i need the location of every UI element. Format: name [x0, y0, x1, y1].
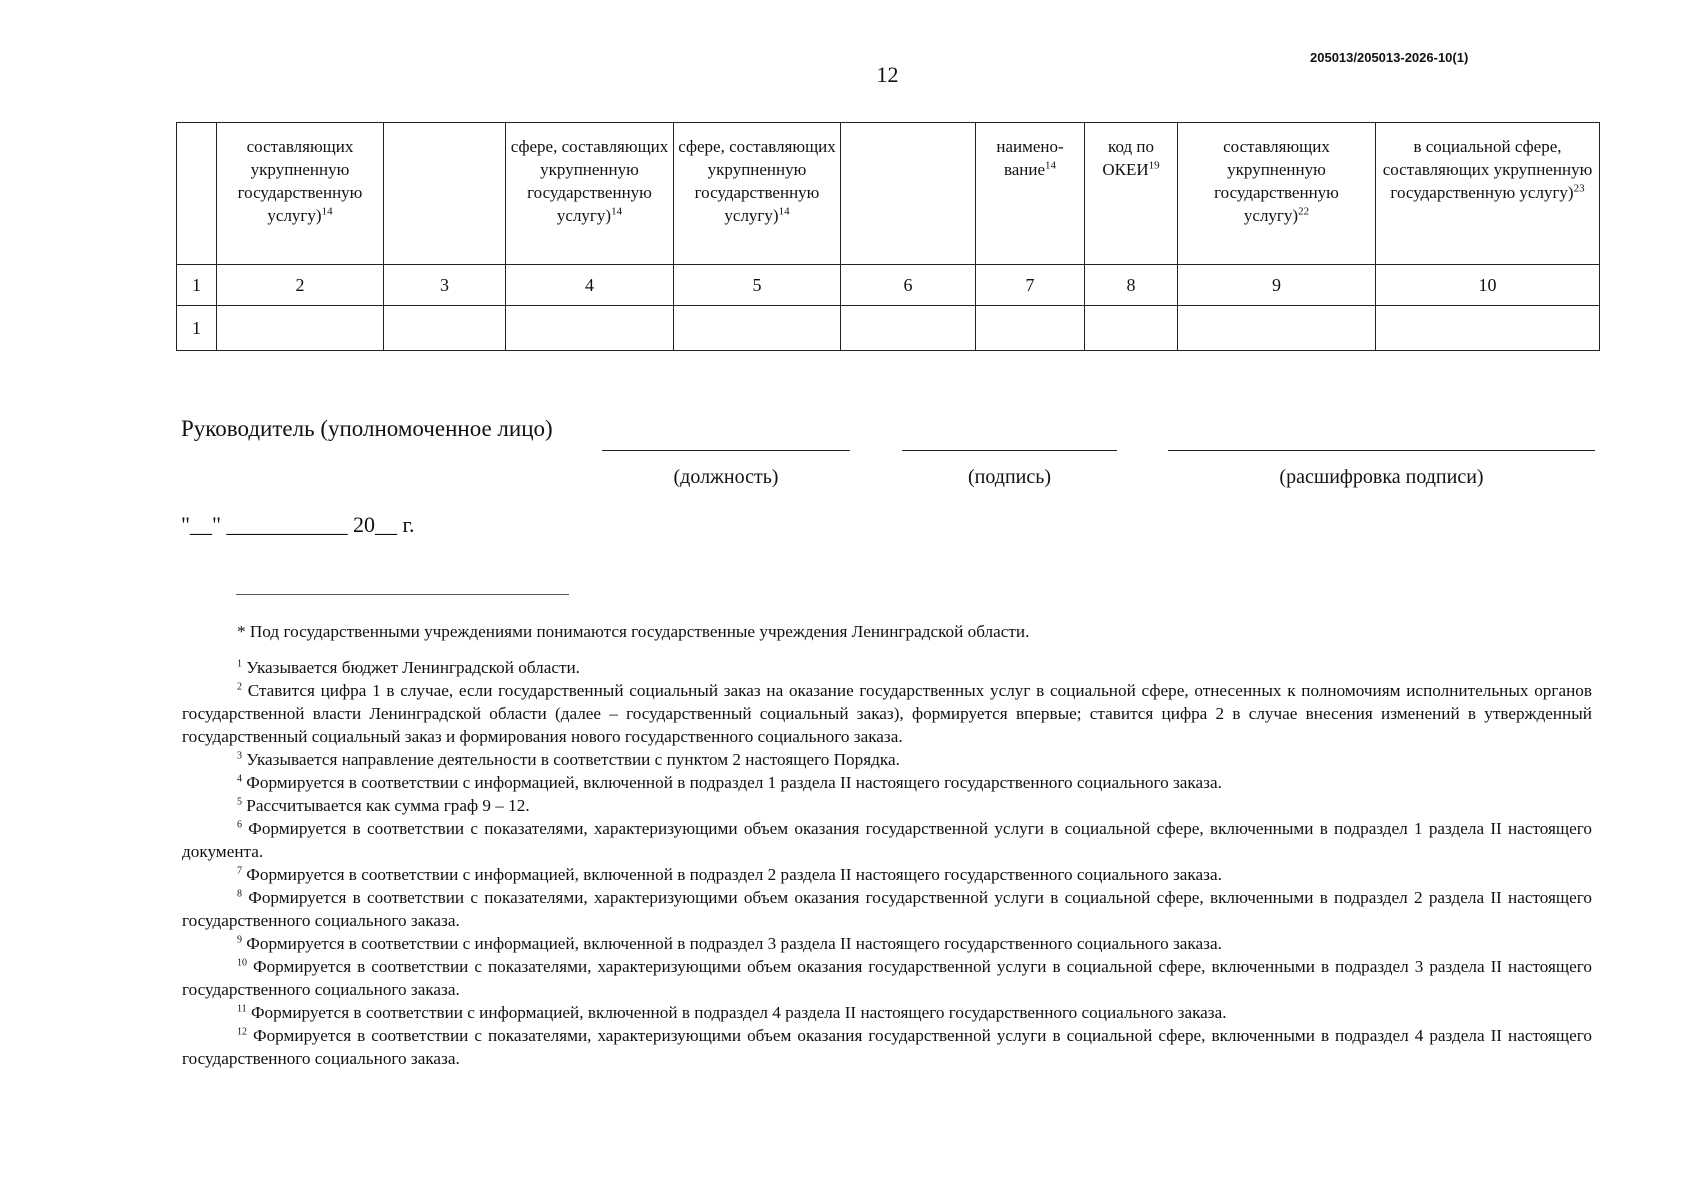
column-number-cell: 7 [976, 265, 1085, 306]
data-cell [1178, 306, 1376, 351]
position-caption: (должность) [673, 466, 779, 488]
header-cell: сфере, составляющих укрупненную государственную услугу)$^{14}$ [506, 123, 674, 265]
footnote-star: * Под государственными учреждениями понимаются государственные учреждения Ленинградской области. [237, 622, 1030, 641]
header-cell: в социальной сфере, составляющих укрупненную государственную услугу)$^{23}$ [1376, 123, 1600, 265]
footnote: $^{10}$ Формируется в соответствии с показателями, характеризующими объем оказания государственной услуги в социальной сфере, включенными в подраздел 3 раздела II настоящего государственного социального заказа. [182, 957, 1592, 999]
data-cell [217, 306, 384, 351]
footnote-separator [236, 594, 569, 595]
document-code: 205013/205013-2026-10(1) [1310, 50, 1469, 65]
social-order-table [176, 122, 1600, 351]
signature-decode-line [1168, 450, 1595, 451]
data-cell [506, 306, 674, 351]
footnote: $^3$ Указывается направление деятельности в соответствии с пунктом 2 настоящего Порядка. [237, 750, 900, 769]
position-line [602, 450, 850, 451]
footnote: $^{11}$ Формируется в соответствии с информацией, включенной в подраздел 4 раздела II настоящего государственного социального заказа. [237, 1003, 1227, 1022]
header-cell [841, 123, 976, 265]
data-cell [1085, 306, 1178, 351]
footnotes [182, 620, 1592, 1070]
column-number-cell: 2 [217, 265, 384, 306]
data-cell [384, 306, 506, 351]
column-number-cell: 5 [674, 265, 841, 306]
header-cell: составляющих укрупненную государственную услугу)$^{14}$ [217, 123, 384, 265]
header-cell [384, 123, 506, 265]
data-cell [1376, 306, 1600, 351]
footnote: $^2$ Ставится цифра 1 в случае, если государственный социальный заказ на оказание государственных услуг в социальной сфере, отнесенных к полномочиям исполнительных органов государственной власти Ленинградской области (далее – государственный социальный заказ), формируется впервые; ставится цифра 2 в случае внесения изменений в утвержденный государственный социальный заказ и формирования нового государственного социального заказа. [182, 681, 1592, 746]
signature-caption: (подпись) [967, 466, 1052, 488]
column-number-cell: 3 [384, 265, 506, 306]
footnote: $^9$ Формируется в соответствии с информацией, включенной в подраздел 3 раздела II настоящего государственного социального заказа. [237, 934, 1222, 953]
header-cell: сфере, составляющих укрупненную государственную услугу)$^{14}$ [674, 123, 841, 265]
header-cell: код по ОКЕИ$^{19}$ [1085, 123, 1178, 265]
header-cell: наимено-вание$^{14}$ [976, 123, 1085, 265]
header-cell [177, 123, 217, 265]
table-header-row [177, 123, 1600, 265]
signature-decode-caption: (расшифровка подписи) [1279, 466, 1484, 488]
data-cell: 1 [177, 306, 217, 351]
data-cell [976, 306, 1085, 351]
header-cell: составляющих укрупненную государственную услугу)$^{22}$ [1178, 123, 1376, 265]
column-number-cell: 10 [1376, 265, 1600, 306]
footnote: $^5$ Рассчитывается как сумма граф 9 – 12. [237, 796, 530, 815]
footnote: $^7$ Формируется в соответствии с информацией, включенной в подраздел 2 раздела II настоящего государственного социального заказа. [237, 865, 1222, 884]
column-number-cell: 1 [177, 265, 217, 306]
column-number-cell: 4 [506, 265, 674, 306]
footnote: $^{12}$ Формируется в соответствии с показателями, характеризующими объем оказания государственной услуги в социальной сфере, включенными в подраздел 4 раздела II настоящего государственного социального заказа. [182, 1026, 1592, 1068]
page-number: 12 [876, 62, 899, 87]
footnote: $^8$ Формируется в соответствии с показателями, характеризующими объем оказания государственной услуги в социальной сфере, включенными в подраздел 2 раздела II настоящего государственного социального заказа. [182, 888, 1592, 930]
data-cell [841, 306, 976, 351]
footnote: $^4$ Формируется в соответствии с информацией, включенной в подраздел 1 раздела II настоящего государственного социального заказа. [237, 773, 1222, 792]
signature-label: Руководитель (уполномоченное лицо) [181, 416, 553, 441]
column-number-row [177, 265, 1600, 306]
column-number-cell: 8 [1085, 265, 1178, 306]
signature-line [902, 450, 1117, 451]
data-cell [674, 306, 841, 351]
date-line: "__" ___________ 20__ г. [181, 512, 415, 537]
footnote: $^6$ Формируется в соответствии с показателями, характеризующими объем оказания государственной услуги в социальной сфере, включенными в подраздел 1 раздела II настоящего документа. [182, 819, 1592, 861]
column-number-cell: 9 [1178, 265, 1376, 306]
table-row [177, 306, 1600, 351]
column-number-cell: 6 [841, 265, 976, 306]
footnote: $^1$ Указывается бюджет Ленинградской области. [237, 658, 580, 677]
